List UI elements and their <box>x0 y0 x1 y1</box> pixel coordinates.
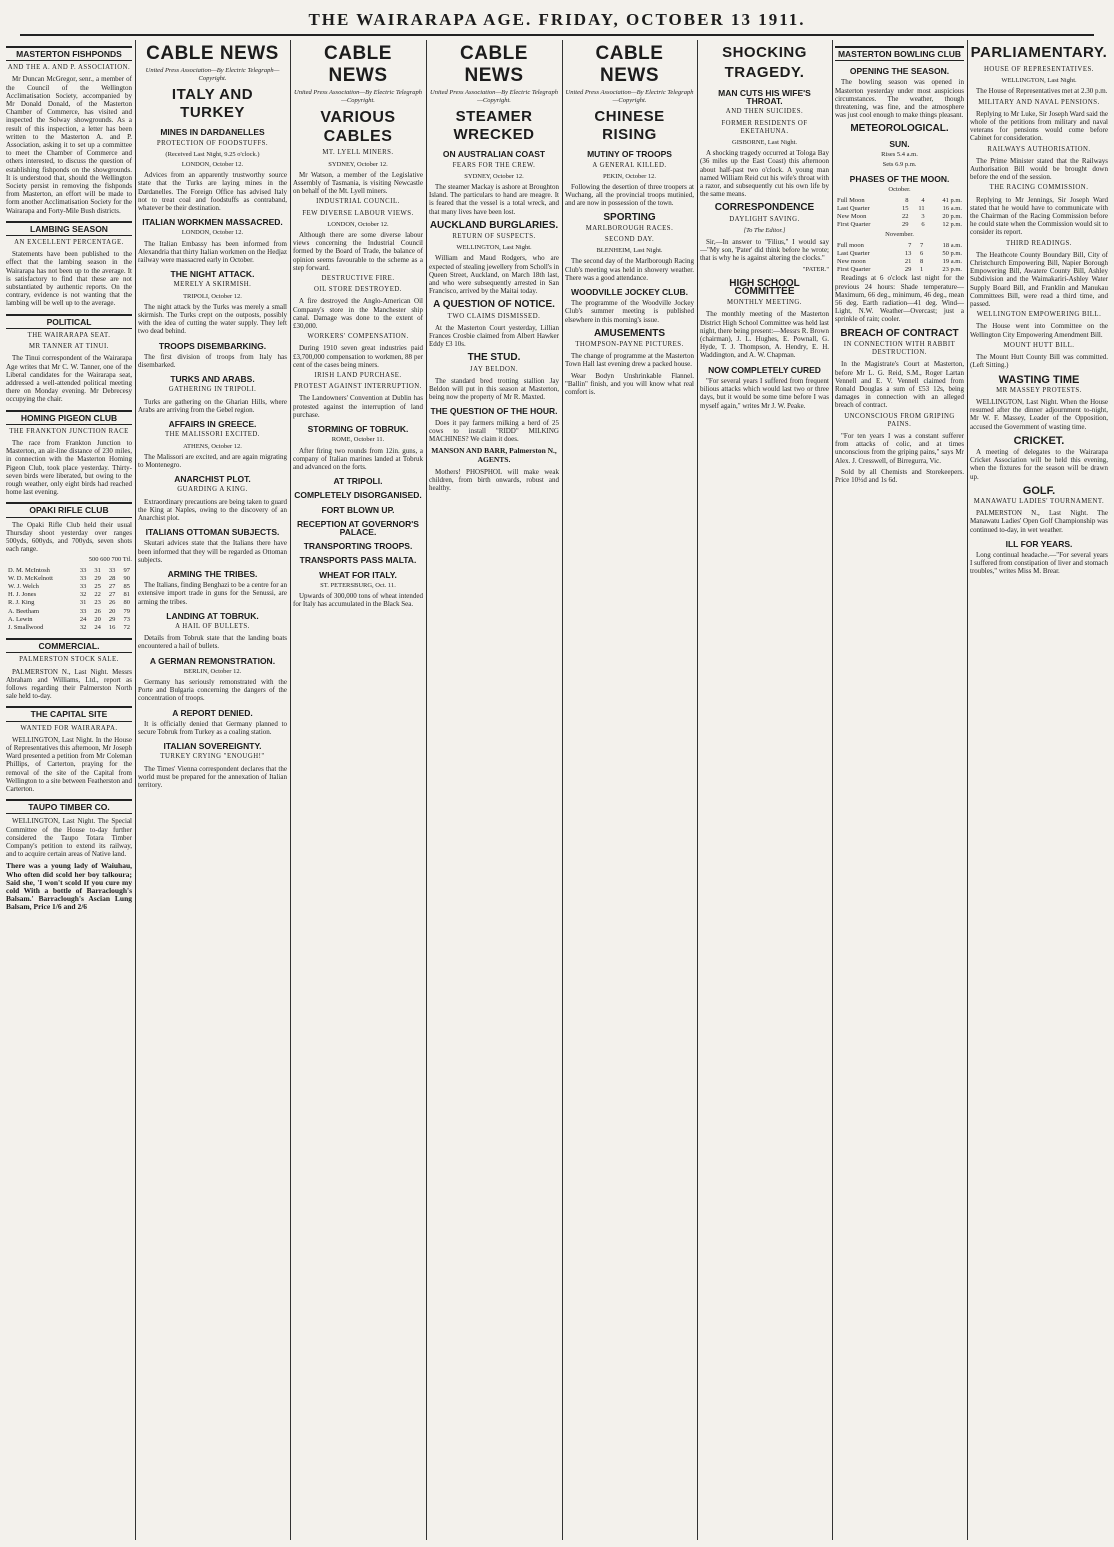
column-5 <box>565 40 698 1540</box>
moon-phase-row <box>835 266 964 274</box>
table-cell: 6 <box>921 221 925 229</box>
table-cell: New Moon <box>837 213 867 221</box>
article-text: Turks are gathering on the Gharian Hills, where Arabs are arriving from the Gebel region. <box>138 397 287 414</box>
subheading: MR TANNER AT TINUI. <box>29 343 109 351</box>
dateline: ROME, October 11. <box>331 436 385 444</box>
heading-various-cables: VARIOUS CABLES <box>320 109 396 146</box>
table-cell: 32 <box>79 623 87 631</box>
subheading: AND THE A. AND P. ASSOCIATION. <box>7 64 131 72</box>
table-cell: J. Smallwood <box>8 623 44 631</box>
table-cell: 15 <box>901 204 909 212</box>
moon-phase-row <box>835 221 964 229</box>
subheading: UNCONSCIOUS FROM GRIPING PAINS. <box>844 412 955 428</box>
article-text: PALMERSTON N., Last Night. The Manawatu Ladies' Open Golf Championship was continued to-day, in wet weather. <box>970 509 1108 534</box>
dateline: WELLINGTON, Last Night. <box>456 244 532 252</box>
heading-meteorological: METEOROLOGICAL. <box>850 123 949 135</box>
article-text: Does it pay farmers milking a herd of 25 cows to install "RIDD" MILKING MACHINES? We claim it does. <box>429 418 559 444</box>
article-text: PALMERSTON N., Last Night. Messrs Abraham and Williams, Ltd., report as follows regarding their Palmerston North sale held to-day. <box>6 667 132 701</box>
subheading: FORMER RESIDENTS OF EKETAHUNA. <box>721 119 808 135</box>
sunrise: Rises 5.4 a.m. <box>881 150 918 158</box>
newspaper-title: THE WAIRARAPA AGE. FRIDAY, OCTOBER 13 1911. <box>308 10 806 29</box>
table-cell: 97 <box>123 566 130 574</box>
heading: COMPLETELY DISORGANISED. <box>294 490 422 501</box>
heading: A REPORT DENIED. <box>172 707 253 718</box>
dateline: LONDON, October 12. <box>327 220 389 228</box>
heading-capital-site: THE CAPITAL SITE <box>6 706 132 721</box>
article-text: The House of Representatives met at 2.30 p.m. <box>976 87 1108 96</box>
article-text: It is officially denied that Germany planned to secure Tobruk from Turkey as a coaling station. <box>138 719 287 736</box>
subheading: AN EXCELLENT PERCENTAGE. <box>14 239 124 247</box>
article-text: Mr Duncan McGregor, senr., a member of the Council of the Wellington Acclimatisation Society, accompanied by Mr Donald Donald, of the Masterton Chamber of Commerce, has visited and inspected the Solway showgrounds. As a result of this inspection, a letter has been written to the Masterton A. and P. Association, asking it to set up a committee to meet the Chamber of Commerce and others interested, to discuss the question of establishing fishponds on the showgrounds. It is understood that, should the Wellington Society persist in removing the fishponds from Masterton, an effort will be made to form another Acclimatisation Society for the Wairarapa and Forty-Mile Bush districts. <box>6 75 132 215</box>
table-cell: 11 <box>918 204 925 212</box>
subheading: A HAIL OF BULLETS. <box>175 622 250 630</box>
cable-news-heading: CABLE NEWS <box>595 43 664 86</box>
heading-high-school-committee: HIGH SCHOOL COMMITTEE <box>729 277 800 298</box>
table-cell: W. D. McKelnott <box>8 574 53 582</box>
subheading: TURKEY CRYING "ENOUGH!" <box>160 753 265 761</box>
rifle-scores-table <box>6 567 132 633</box>
article-text: During 1910 seven great industries paid £3,700,000 compensation to workmen, 88 per cent of the cases being miners. <box>293 344 423 369</box>
column-2 <box>138 40 291 1540</box>
table-cell: 79 <box>123 607 130 615</box>
article-text: Mr Watson, a member of the Legislative Assembly of Tasmania, is visiting Newcastle on behalf of the Mt. Lyell miners. <box>293 170 423 196</box>
subheading: INDUSTRIAL COUNCIL. <box>316 198 400 206</box>
dateline: SYDNEY, October 12. <box>328 160 388 168</box>
article-text: Replying to Mr Luke, Sir Joseph Ward said the whole of the petitions from military and naval veterans for pensions would come before Cabinet for consideration. <box>970 109 1108 143</box>
table-cell: 72 <box>123 623 130 631</box>
heading: ITALIANS OTTOMAN SUBJECTS. <box>145 527 280 538</box>
subheading: THE MALISSORI EXCITED. <box>164 431 260 439</box>
article-text: The programme of the Woodville Jockey Club's summer meeting is published elsewhere in this morning's issue. <box>565 299 694 324</box>
subheading: WELLINGTON EMPOWERING BILL. <box>976 311 1102 319</box>
score-row <box>6 583 132 591</box>
subheading: OIL STORE DESTROYED. <box>314 286 402 294</box>
article-text: The Heathcote County Boundary Bill, City of Christchurch Empowering Bill, Napier Borough Empowering Bill, Awatere County Bill, Ashley Subdivision and the Waimakariri-Ashley Water Supply Board Bill, and Franklin and Manukau Committees Bill, were read a third time, and passed. <box>970 250 1108 309</box>
heading: ILL FOR YEARS. <box>1005 538 1073 549</box>
heading: RECEPTION AT GOVERNOR'S PALACE. <box>297 518 419 537</box>
article-text: The Opaki Rifle Club held their usual Thursday shoot yesterday over ranges 500yds, 600yds, and 700yds, seven shots each range. <box>6 520 132 554</box>
score-row <box>6 591 132 599</box>
dateline: BLENHEIM, Last Night. <box>596 247 663 255</box>
article-text: Statements have been published to the effect that the lambing season in the Wairarapa has not been up to the average. It is satisfactory to find that these are not substantiated by authentic reports. On the contrary, evidence is not wanting that the lambing will be well up to the average. <box>6 250 132 308</box>
table-cell: 16 <box>108 623 116 631</box>
scores-header: 500 600 700 Ttl. <box>88 556 132 564</box>
moon-phase-row <box>835 205 964 213</box>
subheading: DAYLIGHT SAVING. <box>729 215 800 223</box>
column-8 <box>970 40 1108 1540</box>
article-text: The Italian Embassy has been informed from Alexandria that thirty Italian workmen on the Hedjaz railway were massacred early in October. <box>138 239 287 265</box>
subheading: SECOND DAY. <box>604 236 655 244</box>
heading-taupo-timber: TAUPO TIMBER CO. <box>6 799 132 814</box>
article-text: William and Maud Rodgers, who are expected of stealing jewellery from Scholl's in Queen Street, Auckland, on March 18th last, and who were subsequently arrested in San Francisco, arrived by the Maitai today. <box>429 254 559 296</box>
article-text: Details from Tobruk state that the landing boats encountered a hail of bullets. <box>138 634 287 651</box>
article-text: A fire destroyed the Anglo-American Oil Company's store in the Manchester ship canal. Damage was done to the extent of £30,000. <box>293 297 423 331</box>
advertisement: There was a young lady of Waiuhau, Who often did scold her boy talkoura; Said she, 'I won't scold If you cure my cold With a bottle of Barraclough's Balsam.' Barraclough's Ascian Lung Balsam, Price 1/6 and 2/6 <box>6 861 132 912</box>
table-cell: 85 <box>123 582 130 590</box>
table-cell: 27 <box>108 591 116 599</box>
heading-parliamentary: PARLIAMENTARY. <box>970 44 1108 61</box>
table-cell: 73 <box>123 615 130 623</box>
subheading: THE RACING COMMISSION. <box>989 184 1089 192</box>
heading: AFFAIRS IN GREECE. <box>168 419 257 430</box>
table-cell: 16 a.m. <box>942 204 962 212</box>
article-text: The monthly meeting of the Masterton District High School Committee was held last night, there being present:—Messrs R. Brown (chairman), J. L. Hughes, E. Pownall, G. Hyde, T. J. Thompson, A. Hendry, E. H. Waddington, and A. W. Chapman. <box>700 310 829 360</box>
heading-italy-turkey: ITALY AND TURKEY <box>171 86 254 122</box>
masthead <box>0 0 1114 40</box>
advertisement-text: Wear Bodyn Unshrinkable Flannel. "Ballin" finish, and you will know what real comfort is. <box>565 371 694 397</box>
moon-phase-row <box>835 250 964 258</box>
subheading: THE FRANKTON JUNCTION RACE <box>9 427 129 435</box>
heading-steamer-wrecked: STEAMER WRECKED <box>453 108 535 144</box>
article-text: Extraordinary precautions are being taken to guard the King at Naples, owing to the discovery of an Anarchist plot. <box>138 497 287 522</box>
heading: THE QUESTION OF THE HOUR. <box>430 406 558 417</box>
subheading: MONTHLY MEETING. <box>726 299 803 307</box>
article-text: The night attack by the Turks was merely a small skirmish. The Turks crept on the outposts, possibly with the idea of cutting the water supply. They left two dead behind. <box>138 302 287 336</box>
subheading: MINES IN DARDANELLES <box>160 127 265 138</box>
moon-phase-row <box>835 258 964 266</box>
article-text: Replying to Mr Jennings, Sir Joseph Ward stated that he would have to communicate with the Chairman of the Racing Commission before he could state when the Commission would sit to consider its report. <box>970 195 1108 237</box>
heading-homing-pigeon-club: HOMING PIGEON CLUB <box>6 410 132 425</box>
subheading: THE WAIRARAPA SEAT. <box>27 331 111 339</box>
article-text: The Malissori are excited, and are again migrating to Montenegro. <box>138 452 287 469</box>
table-cell: 33 <box>79 582 87 590</box>
dateline: GISBORNE, Last Night. <box>732 139 797 147</box>
signature: "PATER." <box>802 265 829 273</box>
article-text: Long continual headache.—"For several years I suffered from constipation of liver and stomach troubles," writes Miss M. Brear. <box>970 550 1108 576</box>
article-text: Advices from an apparently trustworthy source state that the Turks are laying mines in the Dardanelles. The Foreign Office has advised Italy not to treat coal and foodstuffs as contraband, whatever be their destination. <box>138 171 287 213</box>
table-cell: 23 <box>94 599 101 607</box>
table-cell: 7 <box>919 241 924 249</box>
heading-golf: GOLF. <box>1022 484 1056 497</box>
subheading: PROTECTION OF FOODSTUFFS. <box>156 139 269 147</box>
table-cell: 29 <box>904 266 912 274</box>
heading: TURKS AND ARABS. <box>170 374 255 385</box>
subheading: PROTEST AGAINST INTERRUPTION. <box>294 383 422 391</box>
table-cell: 20 <box>108 607 116 615</box>
table-cell: 25 <box>94 582 101 590</box>
table-cell: 23 p.m. <box>942 266 962 274</box>
heading-chinese-rising: CHINESE RISING <box>594 108 665 144</box>
table-cell: New moon <box>837 258 866 266</box>
dateline: TRIPOLI, October 12. <box>183 292 242 300</box>
table-cell: 29 <box>901 221 909 229</box>
heading-cricket: CRICKET. <box>1013 434 1065 447</box>
cable-news-heading: CABLE NEWS <box>324 43 392 86</box>
article-text: After firing two rounds from 12in. guns, a company of Italian marines landed at Tobruk and advanced on the forts. <box>293 446 423 471</box>
dateline: ATHENS, October 12. <box>183 442 242 450</box>
table-cell: First Quarter <box>837 221 871 229</box>
article-text: The second day of the Marlborough Racing Club's meeting was held in showery weather. There was a good attendance. <box>565 257 694 282</box>
table-cell: 90 <box>123 574 130 582</box>
masthead-rule <box>20 34 1094 36</box>
column-6 <box>700 40 833 1540</box>
subheading: FEARS FOR THE CREW. <box>452 161 536 169</box>
month-label: November. <box>885 231 914 239</box>
moon-phases-october <box>835 197 964 230</box>
subheading: A GENERAL KILLED. <box>592 161 667 169</box>
article-text: The Mount Hutt County Bill was committed. (Left Sitting.) <box>970 353 1108 370</box>
table-cell: 26 <box>94 607 101 615</box>
heading-correspondence: CORRESPONDENCE <box>714 202 815 214</box>
subheading: MT. LYELL MINERS. <box>322 149 394 157</box>
heading: WHEAT FOR ITALY. <box>319 569 397 580</box>
heading: ITALIAN WORKMEN MASSACRED. <box>142 217 283 228</box>
moon-phases-heading: PHASES OF THE MOON. <box>849 174 950 185</box>
table-cell: 32 <box>79 591 87 599</box>
table-cell: 8 <box>905 196 909 204</box>
score-row <box>6 575 132 583</box>
article-text: The first division of troops from Italy has disembarked. <box>138 352 287 370</box>
table-cell: 18 a.m. <box>942 241 962 249</box>
article-text: A meeting of delegates to the Wairarapa Cricket Association will be held this evening, when the fixtures for the season will be drawn up. <box>970 447 1108 481</box>
column-7 <box>835 40 968 1540</box>
heading: TRANSPORTS PASS MALTA. <box>299 555 417 566</box>
heading: WOODVILLE JOCKEY CLUB. <box>571 287 688 298</box>
table-cell: 29 <box>94 574 101 582</box>
column-3 <box>293 40 427 1540</box>
table-cell: 8 <box>919 258 924 266</box>
column-1 <box>6 40 136 1540</box>
subheading: GATHERING IN TRIPOLI. <box>168 386 257 394</box>
sunset: Sets 6.9 p.m. <box>882 161 917 169</box>
heading: FORT BLOWN UP. <box>321 504 395 515</box>
moon-phase-row <box>835 213 964 221</box>
subheading: IRISH LAND PURCHASE. <box>314 372 402 380</box>
article-text: WELLINGTON, Last Night. In the House of Representatives this afternoon, Mr Joseph Ward presented a petition from Mr Coleman Phillips, of Carterton, praying for the removal of the site of the Capital from Wellington to a site between Featherston and Carterton. <box>6 735 132 794</box>
subheading: OPENING THE SEASON. <box>849 66 950 77</box>
heading-opaki-rifle-club: OPAKI RIFLE CLUB <box>6 502 132 517</box>
subheading: RAILWAYS AUTHORISATION. <box>987 145 1091 153</box>
table-cell: H. J. Jones <box>8 591 37 599</box>
table-cell: 1 <box>919 266 924 274</box>
moon-phase-row <box>835 197 964 205</box>
subheading: MILITARY AND NAVAL PENSIONS. <box>978 98 1100 106</box>
table-cell: 50 p.m. <box>942 249 962 257</box>
heading: A GERMAN REMONSTRATION. <box>149 655 276 666</box>
subheading: THIRD READINGS. <box>1005 239 1073 247</box>
received-line: (Received Last Night, 9.25 o'clock.) <box>165 150 260 158</box>
table-cell: 22 <box>94 591 101 599</box>
heading: NOW COMPLETELY CURED <box>708 364 821 375</box>
table-cell: 28 <box>108 574 116 582</box>
heading-question-of-notice: A QUESTION OF NOTICE. <box>433 299 555 311</box>
table-cell: A. Lewin <box>8 615 33 623</box>
heading-bowling-club: MASTERTON BOWLING CLUB <box>835 46 964 61</box>
article-text: The bowling season was opened in Masterton yesterday under most auspicious circumstances. The weather, though threatening, was fine, and the atmosphere was just cool enough to make things pleasant. <box>835 78 964 120</box>
table-cell: 33 <box>79 574 87 582</box>
table-cell: 33 <box>108 566 116 574</box>
article-text: "For several years I suffered from frequent bilious attacks which would last two or three days, but it would be some time before I was myself again," writes Mr J. W. Peake. <box>700 376 829 410</box>
article-text: WELLINGTON, Last Night. When the House resumed after the dinner adjournment to-night, Mr W. F. Massey, Leader of the Opposition, accused the Government of wasting time. <box>970 397 1108 431</box>
article-text: The standard bred trotting stallion Jay Beldon will put in this season at Masterton, being now the property of Mr R. Maxted. <box>429 376 559 402</box>
article-text: The Times' Vienna correspondent declares that the world must be prepared for the annexation of Italian territory. <box>138 764 287 789</box>
heading: STORMING OF TOBRUK. <box>307 424 409 435</box>
subheading: [To The Editor.] <box>743 226 786 234</box>
score-row <box>6 599 132 607</box>
table-cell: A. Beetham <box>8 607 40 615</box>
heading-shocking-tragedy: SHOCKING TRAGEDY. <box>722 44 807 81</box>
subheading: PALMERSTON STOCK SALE. <box>19 656 119 664</box>
column-4 <box>429 40 563 1540</box>
table-cell: W. J. Welch <box>8 582 39 590</box>
subheading: ON AUSTRALIAN COAST <box>442 149 546 160</box>
table-cell: 31 <box>79 599 87 607</box>
dateline: ST. PETERSBURG, Oct. 11. <box>320 581 396 589</box>
article-text: The steamer Mackay is ashore at Broughton Island. The particulars to hand are meagre. It is feared that the vessel is a total wreck, and that many lives have been lost. <box>429 183 559 216</box>
sun-heading: SUN. <box>889 138 910 149</box>
article-text: The Tinui correspondent of the Wairarapa Age writes that Mr C. W. Tanner, one of the Liberal candidates for the Wairarapa seat, addressed a well-attended political meeting there on Monday evening. Mr Debrecesy occupying the chair. <box>6 354 132 404</box>
subheading: IN CONNECTION WITH RABBIT DESTRUCTION. <box>843 340 956 357</box>
table-cell: R. J. King <box>8 599 35 607</box>
dateline: LONDON, October 12. <box>181 161 244 169</box>
table-cell: 33 <box>79 607 87 615</box>
article-text: The Landowners' Convention at Dublin has protested against the interruption of land purchase. <box>293 394 423 419</box>
article-text: A shocking tragedy occurred at Tologa Bay (36 miles up the East Coast) this afternoon about half-past two o'clock. A young man named William Reid cut his wife's throat with a razor, and subsequently cut his own life by the same means. <box>700 149 829 199</box>
article-text: The change of programme at the Masterton Town Hall last evening drew a packed house. <box>565 352 694 369</box>
table-cell: 29 <box>108 615 116 623</box>
dateline: SYDNEY, October 12. <box>464 172 524 180</box>
score-row <box>6 616 132 624</box>
heading-the-stud: THE STUD. <box>467 352 521 364</box>
dateline: LONDON, October 12. <box>181 229 244 237</box>
subheading: TWO CLAIMS DISMISSED. <box>447 312 541 320</box>
score-row <box>6 567 132 575</box>
dateline: BERLIN, October 12. <box>183 667 242 675</box>
table-cell: 20 p.m. <box>942 213 962 221</box>
subheading: MUTINY OF TROOPS <box>587 149 672 160</box>
subheading: THOMPSON-PAYNE PICTURES. <box>575 341 684 349</box>
heading-sporting: SPORTING <box>603 211 656 223</box>
subheading: MARLBOROUGH RACES. <box>585 224 674 232</box>
table-cell: Last Quarter <box>837 204 870 212</box>
article-text: Germany has seriously remonstrated with the Porte and Bulgaria concerning the dangers of the concentration of troops. <box>138 677 287 703</box>
advertisement-text: Mothers! PHOSPHOL will make weak children, from birth onwards, robust and healthy. <box>429 467 559 493</box>
cable-news-heading: CABLE NEWS <box>460 43 528 86</box>
table-cell: First Quarter <box>837 266 871 274</box>
heading-political: POLITICAL <box>6 314 132 329</box>
table-cell: Last Quarter <box>837 249 870 257</box>
table-cell: 27 <box>108 582 116 590</box>
table-cell: 22 <box>901 213 909 221</box>
score-row <box>6 608 132 616</box>
article-text: Upwards of 300,000 tons of wheat intended for Italy has accumulated in the Black Sea. <box>293 591 423 609</box>
article-text: The Italians, finding Benghazi to be a centre for an extensive import trade in guns for the Senussi, are arming the tribes. <box>138 581 287 606</box>
moon-phase-row <box>835 242 964 250</box>
wire-credit: United Press Association—By Electric Telegraph—Copyright. <box>145 67 280 83</box>
heading-breach-of-contract: BREACH OF CONTRACT <box>840 327 959 339</box>
table-cell: 13 <box>904 249 912 257</box>
table-cell: 33 <box>79 566 87 574</box>
table-cell: 4 <box>921 196 925 204</box>
subheading: JAY BELDON. <box>469 365 519 373</box>
table-cell: 12 p.m. <box>942 221 962 229</box>
subheading: GUARDING A KING. <box>177 486 248 494</box>
heading: TRANSPORTING TROOPS. <box>303 541 413 552</box>
subheading: DESTRUCTIVE FIRE. <box>321 275 395 283</box>
table-cell: 21 <box>904 258 912 266</box>
wire-credit: United Press Association—By Electric Telegraph—Copyright. <box>565 89 694 105</box>
dateline: WELLINGTON, Last Night. <box>1001 77 1077 85</box>
article-text: Following the desertion of three troopers at Wuchang, all the provincial troops mutinied, and are now in possession of the town. <box>565 183 694 208</box>
advertisement: MANSON AND BARR, Palmerston N., AGENTS. <box>431 446 557 464</box>
article-text: The Prime Minister stated that the Railways Authorisation Bill would be brought down before the end of the session. <box>970 156 1108 182</box>
heading: ITALIAN SOVEREIGNTY. <box>163 741 262 752</box>
heading-amusements: AMUSEMENTS <box>593 327 666 339</box>
wire-credit: United Press Association—By Electric Telegraph—Copyright. <box>294 89 422 105</box>
subheading: MERELY A SKIRMISH. <box>173 281 252 289</box>
heading: THE NIGHT ATTACK. <box>170 269 255 280</box>
table-cell: 20 <box>94 615 101 623</box>
heading-commercial: COMMERCIAL. <box>6 638 132 653</box>
subheading: AND THEN SUICIDES. <box>725 108 804 116</box>
article-text: "For ten years I was a constant sufferer from attacks of colic, and at times unconscious from the griping pains," says Mr Alex. J. Cresswell, of Birregurra, Vic. <box>835 431 964 465</box>
advertisement-text: Sold by all Chemists and Storekeepers. Price 10½d and 1s 6d. <box>835 467 964 484</box>
subheading: HOUSE OF REPRESENTATIVES. <box>984 66 1094 73</box>
article-text: Sir,—In answer to "Filius," I would say—"My son, 'Pater' did think before he wrote; that is why he is against altering the clocks." <box>700 238 829 263</box>
table-cell: 80 <box>123 599 130 607</box>
subheading: MOUNT HUTT BILL. <box>1003 341 1075 349</box>
heading: TROOPS DISEMBARKING. <box>158 340 267 351</box>
article-text: In the Magistrate's Court at Masterton, before Mr L. G. Reid, S.M., Roger Lartan Vennell and E. V. Vennell claimed from Ronald Douglas a sum of £53 12s, being damages in connection with an alleged breach of contract. <box>835 360 964 410</box>
subheading: FEW DIVERSE LABOUR VIEWS. <box>302 209 414 217</box>
table-cell: 3 <box>921 213 925 221</box>
heading-masterton-fishponds: MASTERTON FISHPONDS <box>6 46 132 61</box>
moon-phases-november <box>835 242 964 275</box>
cable-news-heading: CABLE NEWS <box>146 43 279 64</box>
article-text: At the Masterton Court yesterday, Lillian Frances Crosbie claimed from Albert Hawker Eddy £3 10s. <box>429 323 559 349</box>
subheading: MAN CUTS HIS WIFE'S THROAT. <box>718 88 811 107</box>
heading-lambing-season: LAMBING SEASON <box>6 221 132 236</box>
heading-auckland-burglaries: AUCKLAND BURGLARIES. <box>429 219 559 231</box>
table-cell: 26 <box>108 599 116 607</box>
table-cell: 24 <box>94 623 101 631</box>
subheading: WANTED FOR WAIRARAPA. <box>20 724 118 732</box>
score-row <box>6 624 132 632</box>
heading: LANDING AT TOBRUK. <box>166 610 259 621</box>
table-cell: Full moon <box>837 241 864 249</box>
table-cell: 6 <box>919 249 924 257</box>
weather-readings: Readings at 6 o'clock last night for the previous 24 hours: Shade temperature—Maximum, 66 deg., minimum, 46 deg., mean 56 deg. Earth radiation—41 deg. Wind—Light, N.W. Weather—Overcast; just a sprinkle of rain; cooler. <box>835 274 964 324</box>
heading: ANARCHIST PLOT. <box>174 474 251 485</box>
dateline: PEKIN, October 12. <box>602 172 657 180</box>
table-cell: 41 p.m. <box>942 196 962 204</box>
table-cell: 81 <box>123 591 130 599</box>
article-text: The race from Frankton Junction to Masterton, an air-line distance of 230 miles, in connection with the Masterton Homing Pigeon Club, took place yesterday. Thirty-seven birds were liberated, but owing to the rough weather, only eight birds had reached home last evening. <box>6 438 132 497</box>
heading: ARMING THE TRIBES. <box>167 568 258 579</box>
subheading: MANAWATU LADIES' TOURNAMENT. <box>973 497 1105 505</box>
article-text: Skutari advices state that the Italians there have been informed that they will be regarded as Ottoman subjects. <box>138 539 287 564</box>
article-text: WELLINGTON, Last Night. The Special Committee of the House to-day further considered the Taupo Totara Timber Company's petition to extend its railway, and to acquire certain areas of Native land. <box>6 817 132 859</box>
table-cell: D. M. McIntosh <box>8 566 50 574</box>
table-cell: 31 <box>94 566 101 574</box>
table-cell: 7 <box>908 241 912 249</box>
wire-credit: United Press Association—By Electric Telegraph—Copyright. <box>430 89 558 105</box>
subheading: MR MASSEY PROTESTS. <box>996 386 1082 394</box>
article-text: The House went into Committee on the Wellington City Empowering Amendment Bill. <box>970 322 1108 339</box>
table-cell: 19 a.m. <box>942 258 962 266</box>
subheading: RETURN OF SUSPECTS. <box>452 233 536 241</box>
heading-wasting-time: WASTING TIME <box>998 373 1080 386</box>
article-text: Although there are some diverse labour views concerning the Industrial Council formed by the Board of Trade, the balance of opinion seems favourable to the scheme as a step forward. <box>293 231 423 272</box>
table-cell: 24 <box>79 615 87 623</box>
subheading: WORKERS' COMPENSATION. <box>307 333 409 341</box>
table-cell: Full Moon <box>837 196 865 204</box>
month-label: October. <box>888 186 911 194</box>
heading: AT TRIPOLI. <box>333 476 383 487</box>
